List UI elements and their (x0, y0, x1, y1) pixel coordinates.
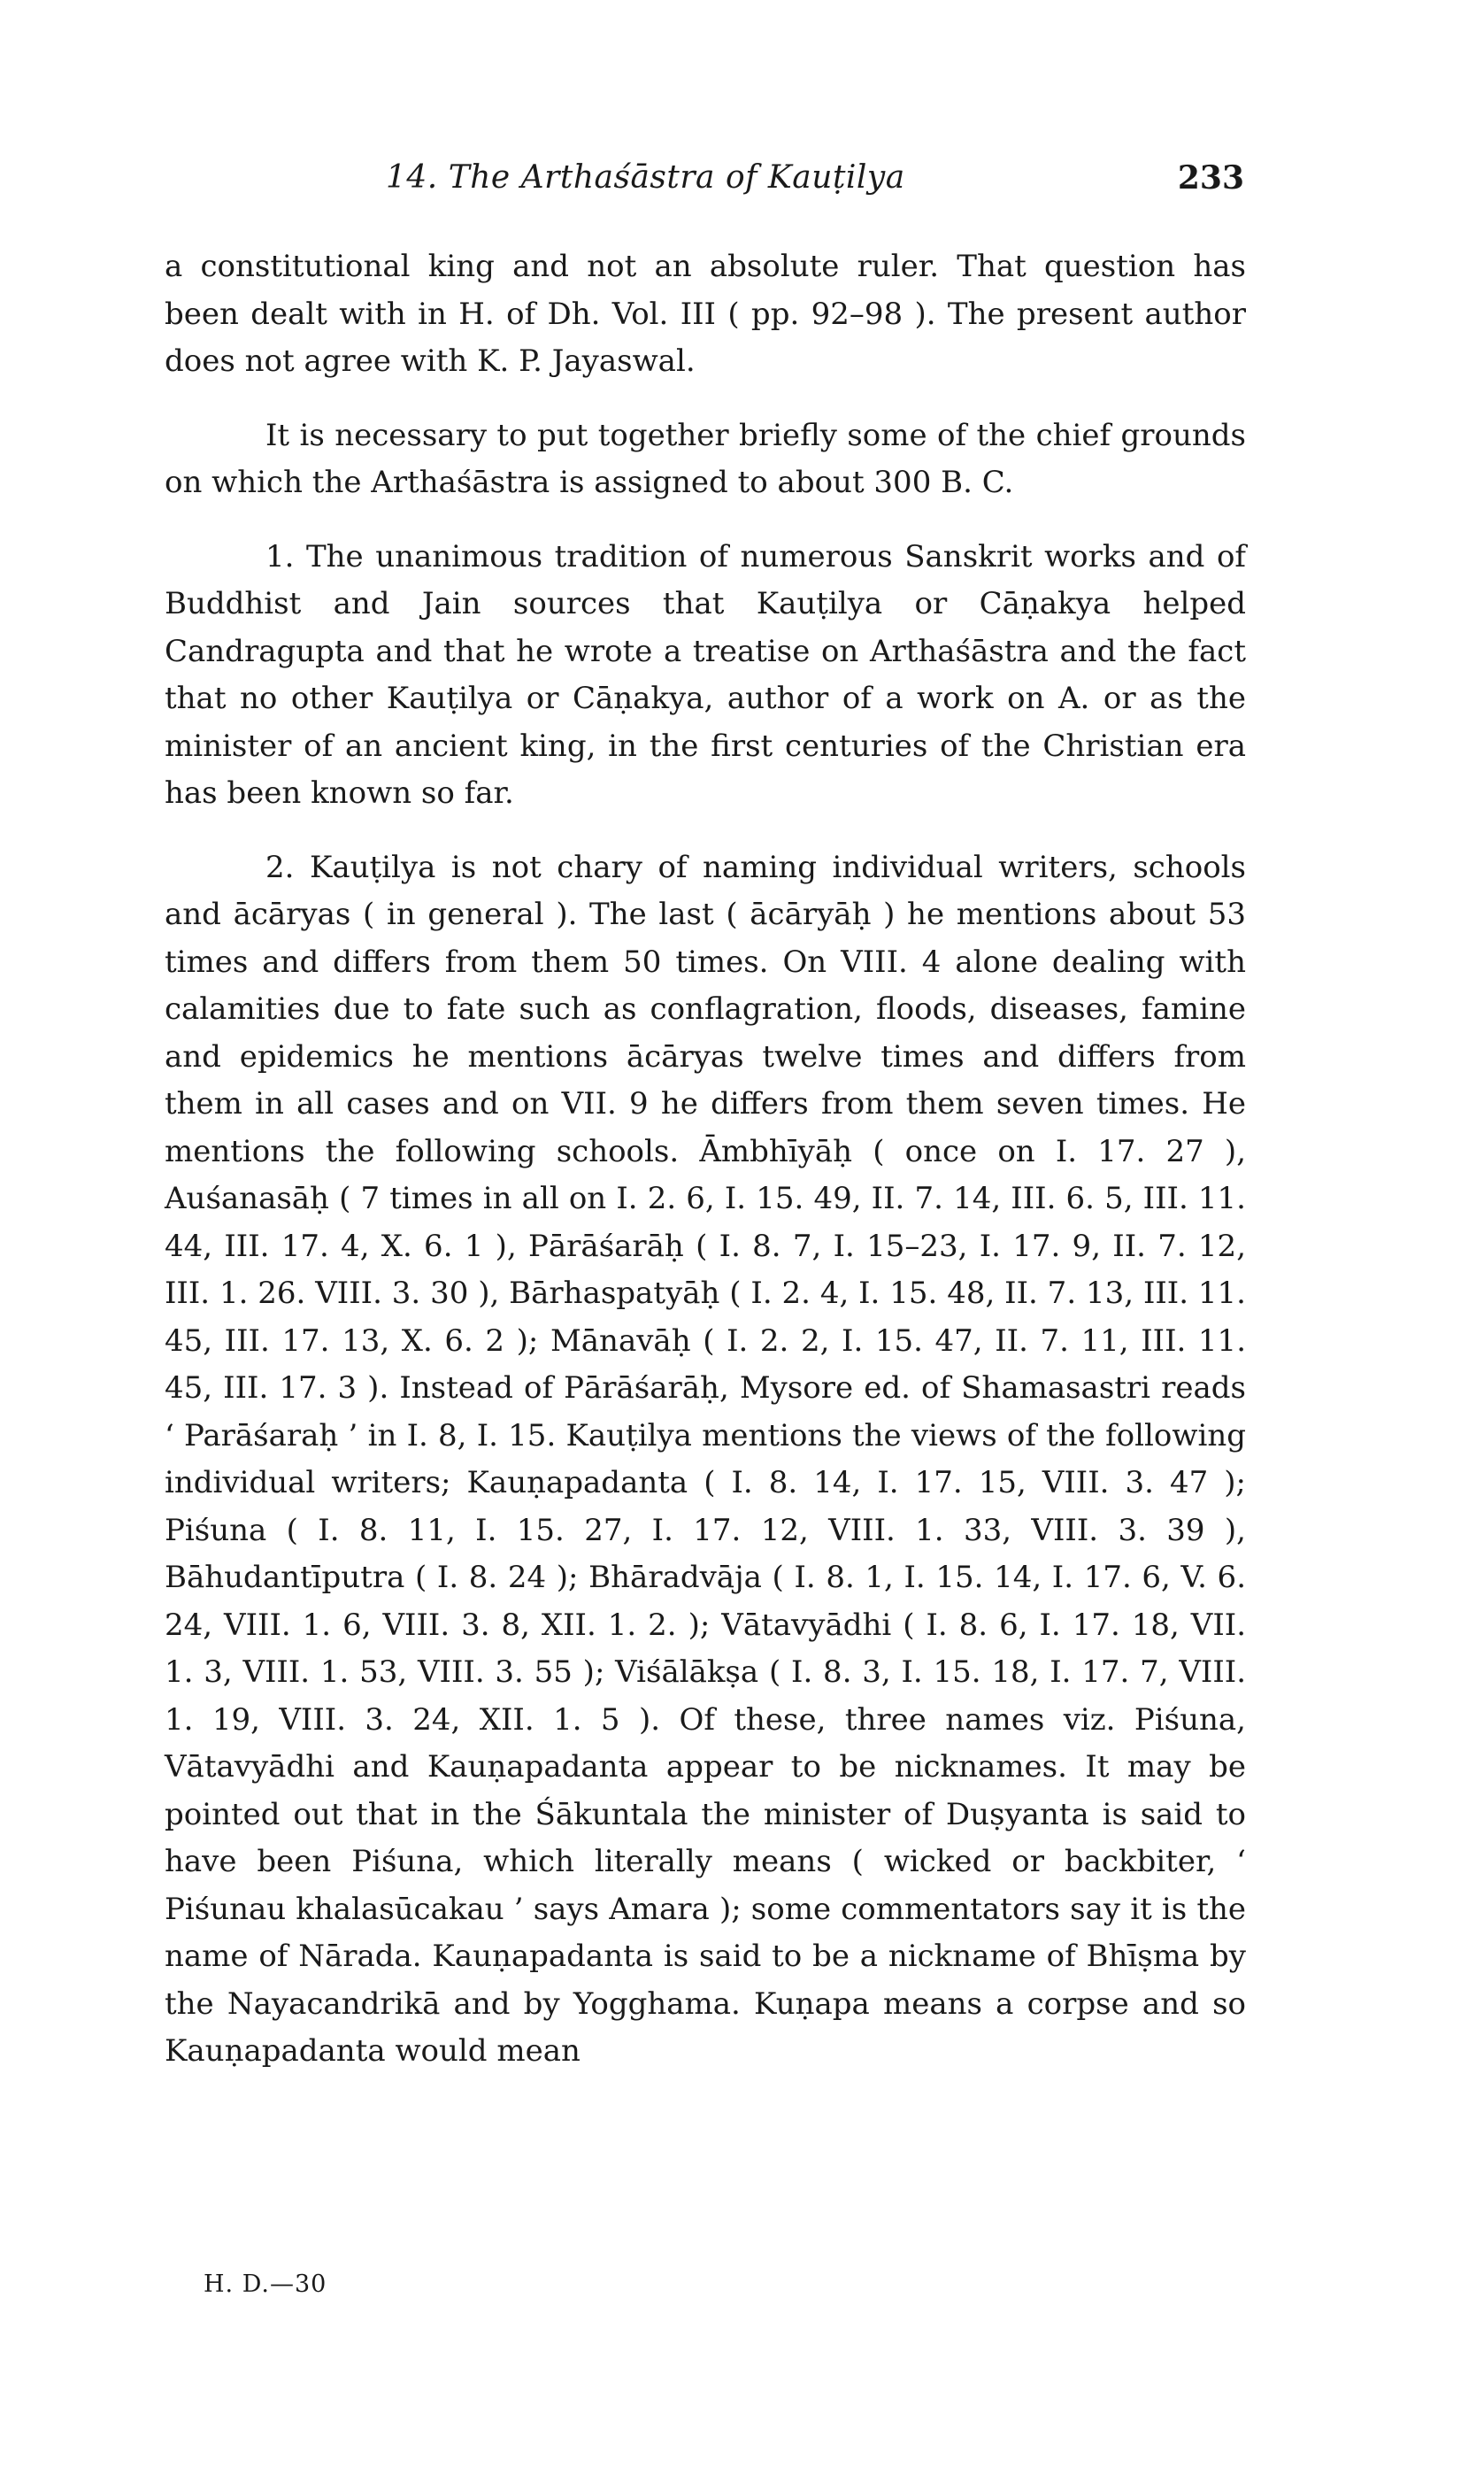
paragraph-continuation: a constitutional king and not an absolute ruler. That question has been dealt with in H. of Dh. Vol. III ( pp. 92–98 ). The present author does not agree with K. P. Jayaswal. (165, 249, 1246, 379)
paragraph-ground-2: 2. Kauṭilya is not chary of naming individual writers, schools and ācāryas ( in general ). The last ( ācāryāḥ ) he mentions about 53 times and differs from them 50 times. On VIII. 4 alone dealing with calamities due to fate such as conflagration, floods, diseases, famine and epidemics he mentions ācāryas twelve times and differs from them in all cases and on VII. 9 he differs from them seven times. He mentions the following schools. Āmbhīyāḥ ( once on I. 17. 27 ), Auśanasāḥ ( 7 times in all on I. 2. 6, I. 15. 49, II. 7. 14, III. 6. 5, III. 11. 44, III. 17. 4, X. 6. 1 ), Pārāśarāḥ ( I. 8. 7, I. 15–23, I. 17. 9, II. 7. 12, III. 1. 26. VIII. 3. 30 ), Bārhaspatyāḥ ( I. 2. 4, I. 15. 48, II. 7. 13, III. 11. 45, III. 17. 13, X. 6. 2 ); Mānavāḥ ( I. 2. 2, I. 15. 47, II. 7. 11, III. 11. 45, III. 17. 3 ). Instead of Pārāśarāḥ, Mysore ed. of Shamasastri reads ‘ Parāśaraḥ ’ in I. 8, I. 15. Kauṭilya mentions the views of the following individual writers; Kauṇapadanta ( I. 8. 14, I. 17. 15, VIII. 3. 47 ); Piśuna ( I. 8. 11, I. 15. 27, I. 17. 12, VIII. 1. 33, VIII. 3. 39 ), Bāhudantīputra ( I. 8. 24 ); Bhāradvāja ( I. 8. 1, I. 15. 14, I. 17. 6, V. 6. 24, VIII. 1. 6, VIII. 3. 8, XII. 1. 2. ); Vātavyādhi ( I. 8. 6, I. 17. 18, VII. 1. 3, VIII. 1. 53, VIII. 3. 55 ); Viśālākṣa ( I. 8. 3, I. 15. 18, I. 17. 7, VIII. 1. 19, VIII. 3. 24, XII. 1. 5 ). Of these, three names viz. Piśuna, Vātavyādhi and Kauṇapadanta appear to be nicknames. It may be pointed out that in the Śākuntala the minister of Duṣyanta is said to have been Piśuna, which literally means ( wicked or backbiter, ‘ Piśunau khalasūcakau ’ says Amara ); some commentators say it is the name of Nārada. Kauṇapadanta is said to be a nickname of Bhīṣma by the Nayacandrikā and by Yogghama. Kuṇapa means a corpse and so Kauṇapadanta would mean (165, 849, 1246, 2069)
running-head (165, 159, 1244, 204)
body-text (165, 243, 1246, 2076)
footer-signature: H. D.—30 (204, 2270, 327, 2298)
page-number: 233 (1177, 159, 1244, 197)
paragraph-ground-1: 1. The unanimous tradition of numerous Sanskrit works and of Buddhist and Jain sources that Kauṭilya or Cāṇakya helped Candragupta and that he wrote a treatise on Arthaśāstra and the fact that no other Kauṭilya or Cāṇakya, author of a work on A. or as the minister of an ancient king, in the first centuries of the Christian era has been known so far. (165, 538, 1246, 811)
running-title: 14. The Arthaśāstra of Kauṭilya (386, 159, 905, 196)
paragraph-grounds-intro: It is necessary to put together briefly some of the chief grounds on which the Arthaśāstra is assigned to about 300 B. C. (165, 417, 1246, 500)
